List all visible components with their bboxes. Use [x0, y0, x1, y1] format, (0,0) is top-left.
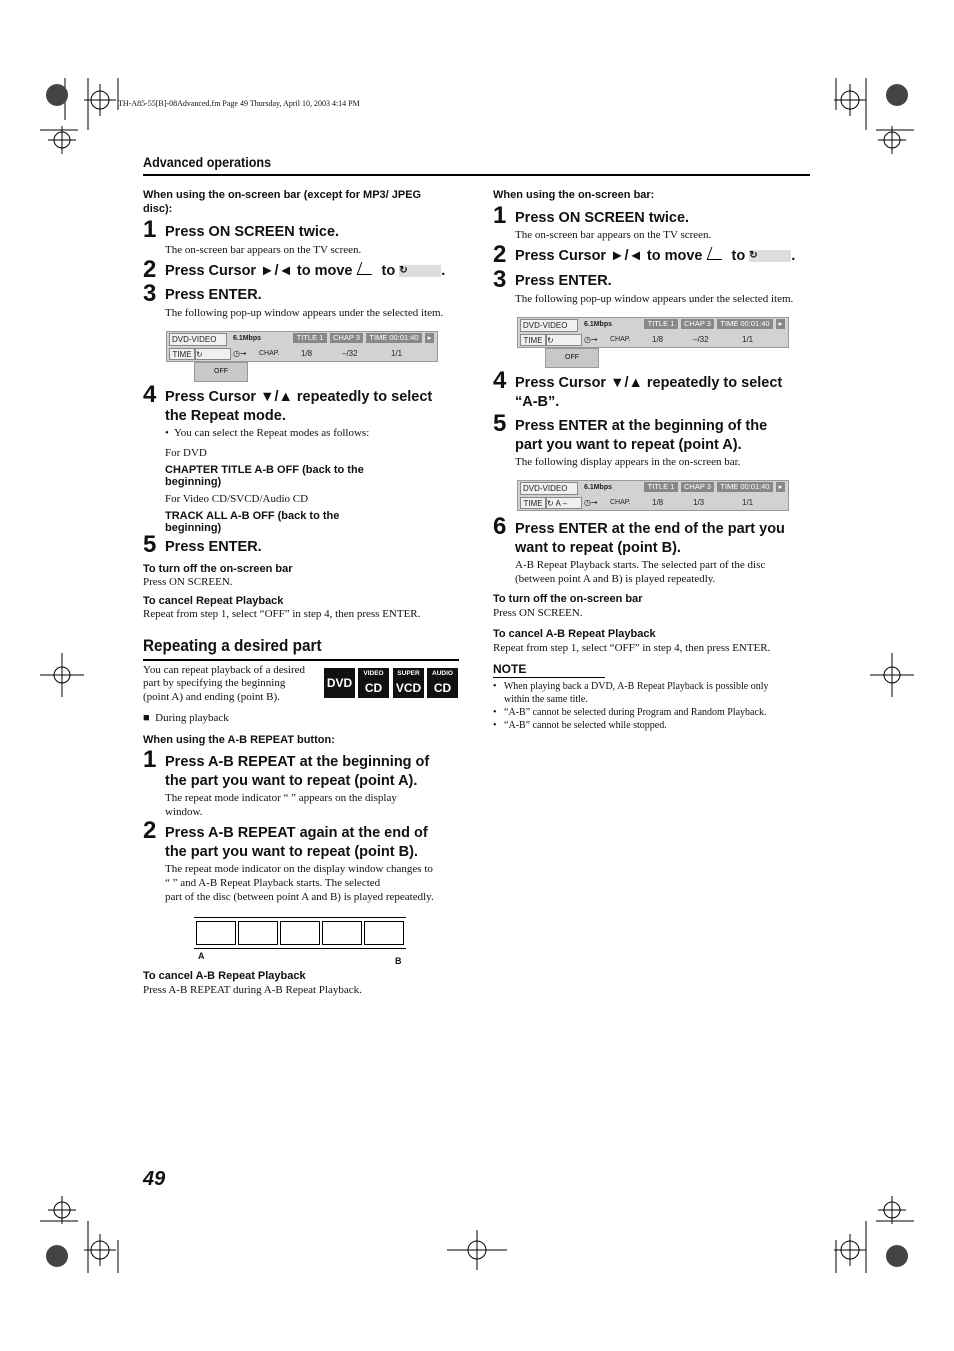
osd-repeat-icon[interactable]: ↻	[546, 334, 582, 346]
osd-angle[interactable]: 1/1	[742, 335, 754, 344]
osd-chap-button[interactable]: CHAP.	[259, 350, 280, 357]
step-desc: window.	[165, 806, 203, 818]
repeat-icon: ↻	[749, 250, 791, 262]
osd-timer-icon[interactable]: ◷➞	[584, 335, 598, 344]
step-title: Press ENTER at the end of the part you	[515, 521, 785, 537]
film-strip	[194, 917, 406, 949]
film-frame	[280, 921, 320, 945]
film-frame	[238, 921, 278, 945]
film-frame	[196, 921, 236, 945]
step-title: the part you want to repeat (point A).	[165, 773, 418, 789]
note-rule	[493, 677, 605, 678]
step-number: 2	[493, 241, 507, 268]
osd-title: TITLE 1	[644, 482, 678, 492]
step-desc: The following pop-up window appears under the selected item.	[515, 293, 794, 305]
para: Repeat from step 1, select “OFF” in step 4, then press ENTER.	[493, 642, 771, 654]
osd-chap-button[interactable]: CHAP.	[610, 336, 631, 343]
para: (point A) and ending (point B).	[143, 691, 280, 703]
osd-repeat-icon[interactable]: ↻	[195, 348, 231, 360]
osd-time-button[interactable]: TIME	[169, 348, 195, 360]
para: Press A-B REPEAT during A-B Repeat Playback.	[143, 984, 362, 996]
step-title: the Repeat mode.	[165, 408, 286, 424]
note-item: • “A-B” cannot be selected during Program and Random Playback.	[493, 707, 767, 718]
step-number: 2	[143, 256, 157, 283]
dvd-badge: DVD	[324, 668, 355, 698]
step-desc: “ ” and A-B Repeat Playback starts. The selected	[165, 877, 381, 889]
para: part by specifying the beginning	[143, 677, 286, 689]
osd-title: TITLE 1	[644, 319, 678, 329]
osd-angle[interactable]: 1/1	[742, 498, 754, 507]
subhead: To turn off the on-screen bar	[493, 593, 643, 605]
osd-chap: CHAP 3	[681, 319, 714, 329]
para: Press ON SCREEN.	[143, 576, 233, 588]
para: Press ON SCREEN.	[493, 607, 583, 619]
step-desc: (between point A and B) is played repeatedly.	[515, 573, 716, 585]
on-screen-bar	[517, 317, 789, 348]
step-desc: The on-screen bar appears on the TV screen.	[515, 229, 712, 241]
step-title-b: to	[731, 248, 746, 264]
on-screen-bar	[517, 480, 789, 511]
subhead: To turn off the on-screen bar	[143, 563, 293, 575]
step-title: Press ON SCREEN twice.	[515, 210, 690, 226]
during-note: ■ During playback	[143, 712, 229, 724]
step-desc: A-B Repeat Playback starts. The selected part of the disc	[515, 559, 766, 571]
step-title: Press A-B REPEAT again at the end of	[165, 825, 428, 841]
osd-bitrate: 6.1Mbps	[233, 335, 262, 342]
osd-time: TIME 00:01:40	[717, 482, 773, 492]
osd-chap-button[interactable]: CHAP.	[610, 499, 631, 506]
step-number: 3	[143, 280, 157, 307]
osd-subtitle[interactable]: –/32	[693, 335, 709, 344]
subhead: To cancel A-B Repeat Playback	[143, 970, 306, 982]
bullet: • You can select the Repeat modes as follows:	[165, 427, 370, 439]
step-desc: The following pop-up window appears under the selected item.	[165, 307, 444, 319]
step-title: Press ENTER.	[165, 287, 262, 303]
osd-bitrate: 6.1Mbps	[584, 484, 613, 491]
note-heading: NOTE	[493, 662, 527, 676]
osd-bitrate: 6.1Mbps	[584, 321, 613, 328]
step-desc: The following display appears in the on-screen bar.	[515, 456, 741, 468]
osd-time: TIME 00:01:40	[717, 319, 773, 329]
file-info: TH-A85-55[B]-08Advanced.fm Page 49 Thursday, April 10, 2003 4:14 PM	[118, 99, 360, 108]
step-title: Press Cursor ►/◄ to move to ↻ .	[165, 263, 446, 279]
film-frame	[364, 921, 404, 945]
on-screen-bar	[166, 331, 438, 362]
osd-title: TITLE 1	[293, 333, 327, 343]
audio-cd-badge: AUDIO CD	[427, 668, 458, 698]
step-desc: The repeat mode indicator “ ” appears on the display	[165, 792, 397, 804]
subhead: To cancel A-B Repeat Playback	[493, 628, 656, 640]
osd-chap: CHAP 3	[681, 482, 714, 492]
para: Repeat from step 1, select “OFF” in step 4, then press ENTER.	[143, 608, 421, 620]
osd-next-icon[interactable]: ▸	[776, 319, 785, 329]
osd-time-button[interactable]: TIME	[520, 334, 546, 346]
dvd-sequence: CHAPTER TITLE A-B OFF (back to the	[165, 464, 364, 476]
osd-time-button[interactable]: TIME	[520, 497, 546, 509]
step-title: Press ON SCREEN twice.	[165, 224, 340, 240]
step-title: Press A-B REPEAT at the beginning of	[165, 754, 430, 770]
osd-source: DVD-VIDEO	[169, 333, 227, 346]
heading-rule	[143, 659, 459, 661]
step-title: Press ENTER at the beginning of the	[515, 418, 768, 434]
osd-angle[interactable]: 1/1	[391, 349, 403, 358]
step-title: the part you want to repeat (point B).	[165, 844, 418, 860]
video-cd-badge: VIDEO CD	[358, 668, 389, 698]
step-desc: part of the disc (between point A and B) is played repeatedly.	[165, 891, 434, 903]
osd-timer-icon[interactable]: ◷➞	[584, 498, 598, 507]
step-title: part you want to repeat (point A).	[515, 437, 742, 453]
step-number: 5	[493, 410, 507, 437]
step-number: 4	[143, 381, 157, 408]
osd-track[interactable]: 1/8	[652, 498, 664, 507]
super-vcd-badge: SUPER VCD	[393, 668, 424, 698]
section-rule	[143, 174, 810, 176]
vcd-label: For Video CD/SVCD/Audio CD	[165, 493, 309, 505]
osd-time: TIME 00:01:40	[366, 333, 422, 343]
osd-next-icon[interactable]: ▸	[776, 482, 785, 492]
osd-source: DVD-VIDEO	[520, 482, 578, 495]
repeat-icon: ↻	[399, 265, 441, 277]
osd-popup[interactable]	[545, 348, 599, 368]
subhead: To cancel Repeat Playback	[143, 595, 284, 607]
note-item: • “A-B” cannot be selected while stopped.	[493, 720, 667, 731]
step-title-b: to	[381, 263, 396, 279]
repeat-select-icon	[707, 247, 727, 260]
film-frame	[322, 921, 362, 945]
vcd-sequence: beginning)	[165, 522, 222, 534]
point-a-label: A	[198, 951, 205, 961]
step-desc: The repeat mode indicator on the display window changes to	[165, 863, 433, 875]
osd-subtitle[interactable]: 1/3	[693, 498, 705, 507]
step-title: Press Cursor ▼/▲ repeatedly to select	[515, 375, 783, 391]
step-number: 1	[143, 746, 157, 773]
dvd-label: For DVD	[165, 447, 207, 459]
step-title: Press ENTER.	[515, 273, 612, 289]
step-number: 5	[143, 531, 157, 558]
osd-timer-icon[interactable]: ◷➞	[233, 349, 247, 358]
step-title-a: Press Cursor ►/◄ to move	[515, 248, 703, 264]
step-title: “A-B”.	[515, 394, 560, 410]
step-number: 4	[493, 367, 507, 394]
osd-subtitle[interactable]: –/32	[342, 349, 358, 358]
osd-chap: CHAP 3	[330, 333, 363, 343]
repeat-select-icon	[357, 262, 377, 275]
step-title: Press ENTER.	[165, 539, 262, 555]
right-intro: When using the on-screen bar:	[493, 189, 655, 201]
osd-source: DVD-VIDEO	[520, 319, 578, 332]
note-item: • When playing back a DVD, A-B Repeat Playback is possible only	[493, 681, 769, 692]
step-number: 3	[493, 266, 507, 293]
step-number: 2	[143, 817, 157, 844]
step-title: want to repeat (point B).	[515, 540, 681, 556]
dvd-sequence: beginning)	[165, 476, 222, 488]
step-title-a: Press Cursor ►/◄ to move	[165, 263, 353, 279]
osd-popup[interactable]	[194, 362, 248, 382]
vcd-sequence: TRACK ALL A-B OFF (back to the	[165, 510, 340, 522]
left-intro: When using the on-screen bar (except for MP3/ JPEG disc):	[143, 189, 422, 215]
osd-track[interactable]: 1/8	[652, 335, 664, 344]
step-title: Press Cursor ▼/▲ repeatedly to select	[165, 389, 433, 405]
step-number: 1	[493, 202, 507, 229]
osd-popup-value: OFF	[565, 354, 579, 361]
osd-next-icon[interactable]: ▸	[425, 333, 434, 343]
osd-popup-value: OFF	[214, 368, 228, 375]
step-title: Press Cursor ►/◄ to move to ↻ .	[515, 248, 796, 264]
osd-track[interactable]: 1/8	[301, 349, 313, 358]
subhead: When using the A-B REPEAT button:	[143, 734, 335, 746]
section-title: Advanced operations	[143, 154, 272, 170]
page-number: 49	[143, 1168, 166, 1190]
point-b-label: B	[395, 956, 402, 966]
note-item: within the same title.	[504, 694, 588, 705]
section-heading: Repeating a desired part	[143, 636, 322, 655]
para: You can repeat playback of a desired	[143, 664, 305, 676]
step-number: 1	[143, 216, 157, 243]
step-desc: The on-screen bar appears on the TV screen.	[165, 244, 362, 256]
osd-repeat-ab[interactable]: ↻ A –	[546, 497, 582, 509]
step-number: 6	[493, 513, 507, 540]
